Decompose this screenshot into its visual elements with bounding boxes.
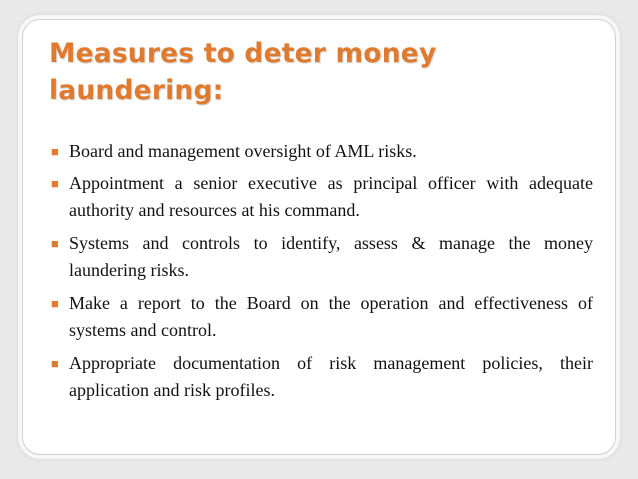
list-item xyxy=(51,350,593,404)
bullet-text: Systems and controls to identify, assess & manage the money laundering risks. xyxy=(69,233,593,280)
list-item xyxy=(51,138,593,165)
slide-title: Measures to deter money laundering: xyxy=(49,38,437,106)
bullet-text: Make a report to the Board on the operation and effectiveness of systems and control. xyxy=(69,293,593,340)
list-item xyxy=(51,290,593,344)
list-item xyxy=(51,230,593,284)
bullet-list xyxy=(51,138,593,410)
square-bullet-icon: ■ xyxy=(51,236,59,251)
bullet-text: Board and management oversight of AML risks. xyxy=(69,141,417,161)
list-item xyxy=(51,170,593,224)
square-bullet-icon: ■ xyxy=(51,144,59,159)
square-bullet-icon: ■ xyxy=(51,356,59,371)
bullet-text: Appropriate documentation of risk management policies, their application and risk profiles. xyxy=(69,353,593,400)
square-bullet-icon: ■ xyxy=(51,296,59,311)
square-bullet-icon: ■ xyxy=(51,176,59,191)
bullet-text: Appointment a senior executive as principal officer with adequate authority and resources at his command. xyxy=(69,173,593,220)
